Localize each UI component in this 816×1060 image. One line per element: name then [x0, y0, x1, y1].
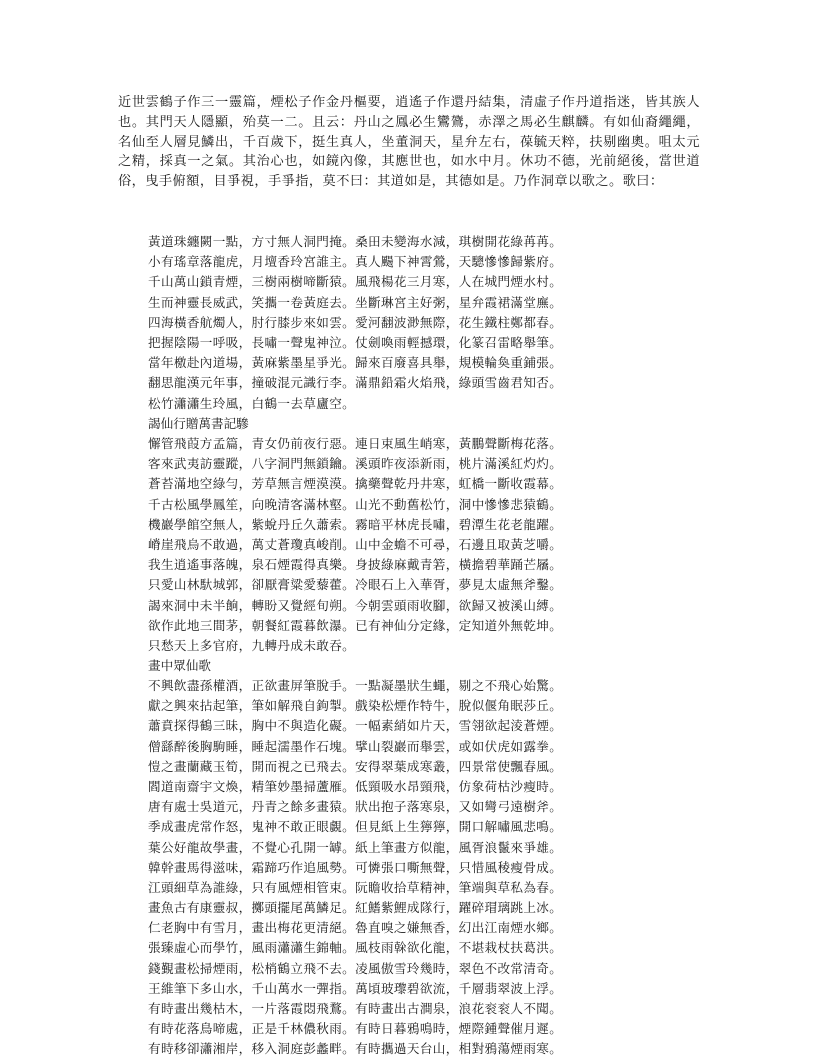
poem-line: 只愛山林馱城郭，卻厭膏粱愛藜藿。冷眼石上入華胥，夢見太虛無斧鑿。 — [148, 577, 563, 593]
poem-line: 閻道南齋宇文煥，精筆妙墨掃蘆雁。低頸吸水昂頸飛，仿象荷枯沙瘦時。 — [148, 778, 563, 794]
poem-line: 欲作此地三間茅，朝餐紅霞暮飲瀑。已有神仙分定緣，定知道外無乾坤。 — [148, 617, 563, 633]
poem-3-title: 畫中眾仙歌 — [148, 658, 211, 673]
poem-3 — [148, 676, 728, 1060]
poem-line: 四海橫香航燭人，肘行膝步來如雲。愛河翻波渺無際，花生鐵柱鄭都春。 — [148, 314, 563, 330]
poem-line: 蕭賁探得鶴三昧，胸中不與造化礙。一幅素綃如片天，雪翎欲起淩蒼煙。 — [148, 718, 563, 734]
poem-line: 小有瑤章落龍虎，月壇香玲宮誰主。真人颺下神霄鶯，天驄慘慘歸紫府。 — [148, 254, 563, 270]
poem-line: 唐有處士吳道元，丹青之餘多畫猿。狀出抱子落寒泉，又如彎弓遠樹斧。 — [148, 799, 563, 815]
poem-line: 不興飲盡孫權酒，正欲畫屏筆脫手。一點凝墨狀生蠅，剔之不飛心始驚。 — [148, 678, 563, 693]
poem-line: 我生逍遙事落魄，泉石煙霞得真樂。身披綠麻戴青箬，橫擔碧華踊芒屩。 — [148, 557, 563, 573]
poem-line: 翻思龍漢元年事，撞破混元識行李。滿鼎鉛霜火焰飛，綠頭雪齒君知否。 — [148, 375, 563, 391]
poem-line: 松竹瀟瀟生玲風，白鶴一去草廬空。 — [148, 395, 356, 411]
poem-1 — [148, 232, 728, 414]
poem-line: 畫魚古有康靈叔，擲頭擺尾萬鱗足。紅鰭紫鯉成隊行，躍碎瑁璃跳上冰。 — [148, 900, 563, 916]
poem-line: 機巖學館空無人，紫蛻丹丘久蕭索。霧暗平林虎長嘯，碧潭生花老龍躍。 — [148, 516, 563, 532]
intro-paragraph: 近世雲鶴子作三一靈篇，煙松子作金丹樞要，逍遙子作還丹結集，清虛子作丹道指迷，皆其族人也。其門天人隱顯，殆莫一二。且云：丹山之鳳必生鸞鷟，赤澤之馬必生麒麟。有如仙裔繩繩，名仙至人層見鱗出，千百歲下，挺生真人，坐董洞天，星弁左右，葆毓天粹，扶剔幽奧。咀太元之精，採真一之氣。其治心也，如鏡內像，其應世也，如水中月。休功不德，光前絕後，當世道俗，曳手俯額，目爭視，手爭指，莫不曰：其道如是，其德如是。乃作洞章以歌之。歌曰： — [118, 95, 700, 190]
poem-line: 有時移卻瀟湘岸，移入洞庭彭蠡畔。有時攜過天台山，相對鴉蕩煙雨寒。 — [148, 1041, 563, 1057]
poem-2 — [148, 434, 728, 656]
poem-line: 客來武夷訪靈蹤，八字洞門無鎖鑰。溪頭昨夜添新雨，桃片滿溪紅灼灼。 — [148, 456, 563, 472]
poem-line: 生而神靈長威武，笑攜一卷黃庭去。坐斷琳宮主好粥，星弁霞裙滿堂廡。 — [148, 294, 563, 310]
poem-line: 錢覲畫松掃煙雨，松梢鶴立飛不去。凌風傲雪玲幾時，翠色不改常清奇。 — [148, 960, 563, 976]
poem-line: 只愁天上多官府，九轉丹成未敢吞。 — [148, 637, 356, 653]
poem-2-title: 謁仙行贈萬書記驂 — [148, 416, 249, 431]
poem-line: 僧繇醉後胸駒睡，睡起濡墨作石塊。擘山裂巖而舉雲，或如伏虎如露拳。 — [148, 738, 563, 754]
poem-line: 有時花落鳥啼處，正是千林儂秋雨。有時日暮鴉鳴時，煙際鍾聲催月遲。 — [148, 1021, 563, 1037]
poem-line: 謁來洞中未半餉，轉盼又覺經旬朔。今朝雲頭雨收腳，欲歸又被溪山縛。 — [148, 597, 563, 613]
poem-line: 王維筆下多山水，千山萬水一彈指。萬頃玻瓈碧欲流，千層翡翠波上浮。 — [148, 980, 563, 996]
poem-line: 千山萬山鎖青煙，三樹兩樹啼斷猿。風飛楊花三月寒，人在城門煙水村。 — [148, 274, 563, 290]
poem-line: 有時畫出幾枯木，一片落霞悶飛鶩。有時畫出古澗泉，浪花衮衮人不聞。 — [148, 1001, 563, 1016]
poem-line: 張臻虛心而學竹，風雨瀟瀟生錦軸。風枝雨榦欲化龍，不堪栽杖扶葛洪。 — [148, 940, 563, 956]
poem-line: 嵴崖飛烏不敢過，萬丈蒼瓊真峻削。山中金蟾不可尋，石邊且取黃芝嚼。 — [148, 536, 563, 552]
poem-line: 千古松風學鳳笙，向晚清客滿林壑。山光不動舊松竹，洞中慘慘悲猿鶴。 — [148, 496, 563, 512]
poem-line: 仁老胸中有雪月，畫出梅花更清絕。魯直嗅之嫌無香，幻出江南煙水鄉。 — [148, 920, 563, 936]
poem-line: 季成畫虎常作怒，鬼神不敢正眼覷。但見紙上生獰獰，開口解嘯風悲鳴。 — [148, 819, 563, 835]
poem-line: 獻之興來拈起筆，筆如解飛自鉤掣。戲染松煙作特牛，脫似偃角眠莎丘。 — [148, 698, 563, 714]
poem-line: 江頭細草為誰綠，只有風煙相管束。阮瞻收拾草精神，筆端與草私為春。 — [148, 879, 563, 895]
poem-line: 蒼苔滿地空綠勻，芳草無言煙漠漠。擒藥聲乾丹井寒，虹橋一斷收霞幕。 — [148, 476, 563, 492]
poem-line: 當年檄赴內道場，黃麻紫墨星爭光。歸來百廢喜具舉，規模輪奐重鋪張。 — [148, 355, 563, 371]
poem-line: 葉公好龍故學畫，不覺心孔開一罅。紙上筆畫方似龍，風胥浪鬣來爭雄。 — [148, 839, 563, 855]
poem-line: 把握陰陽一呼吸，長嘯一聲鬼神泣。仗劍喚雨輕撼環，化篆召雷略舉筆。 — [148, 334, 563, 350]
poem-line: 懈管飛葭方孟篇，青女仍前夜行惡。連日束風生峭寒，黃鵬聲斷梅花落。 — [148, 436, 563, 451]
poem-line: 黃道珠纏闕一點，方寸無人洞門掩。桑田未變海水減，琪樹開花綠苒苒。 — [148, 234, 563, 249]
poem-line: 韓幹畫馬得滋味，霜蹄巧作追風勢。可憐張口嘶無聲，只惜風稜瘦骨成。 — [148, 859, 563, 875]
poem-line: 愷之畫蘭藏玉筍，開而視之已飛去。安得翠葉成寒叢，四景常使飄春風。 — [148, 758, 563, 774]
